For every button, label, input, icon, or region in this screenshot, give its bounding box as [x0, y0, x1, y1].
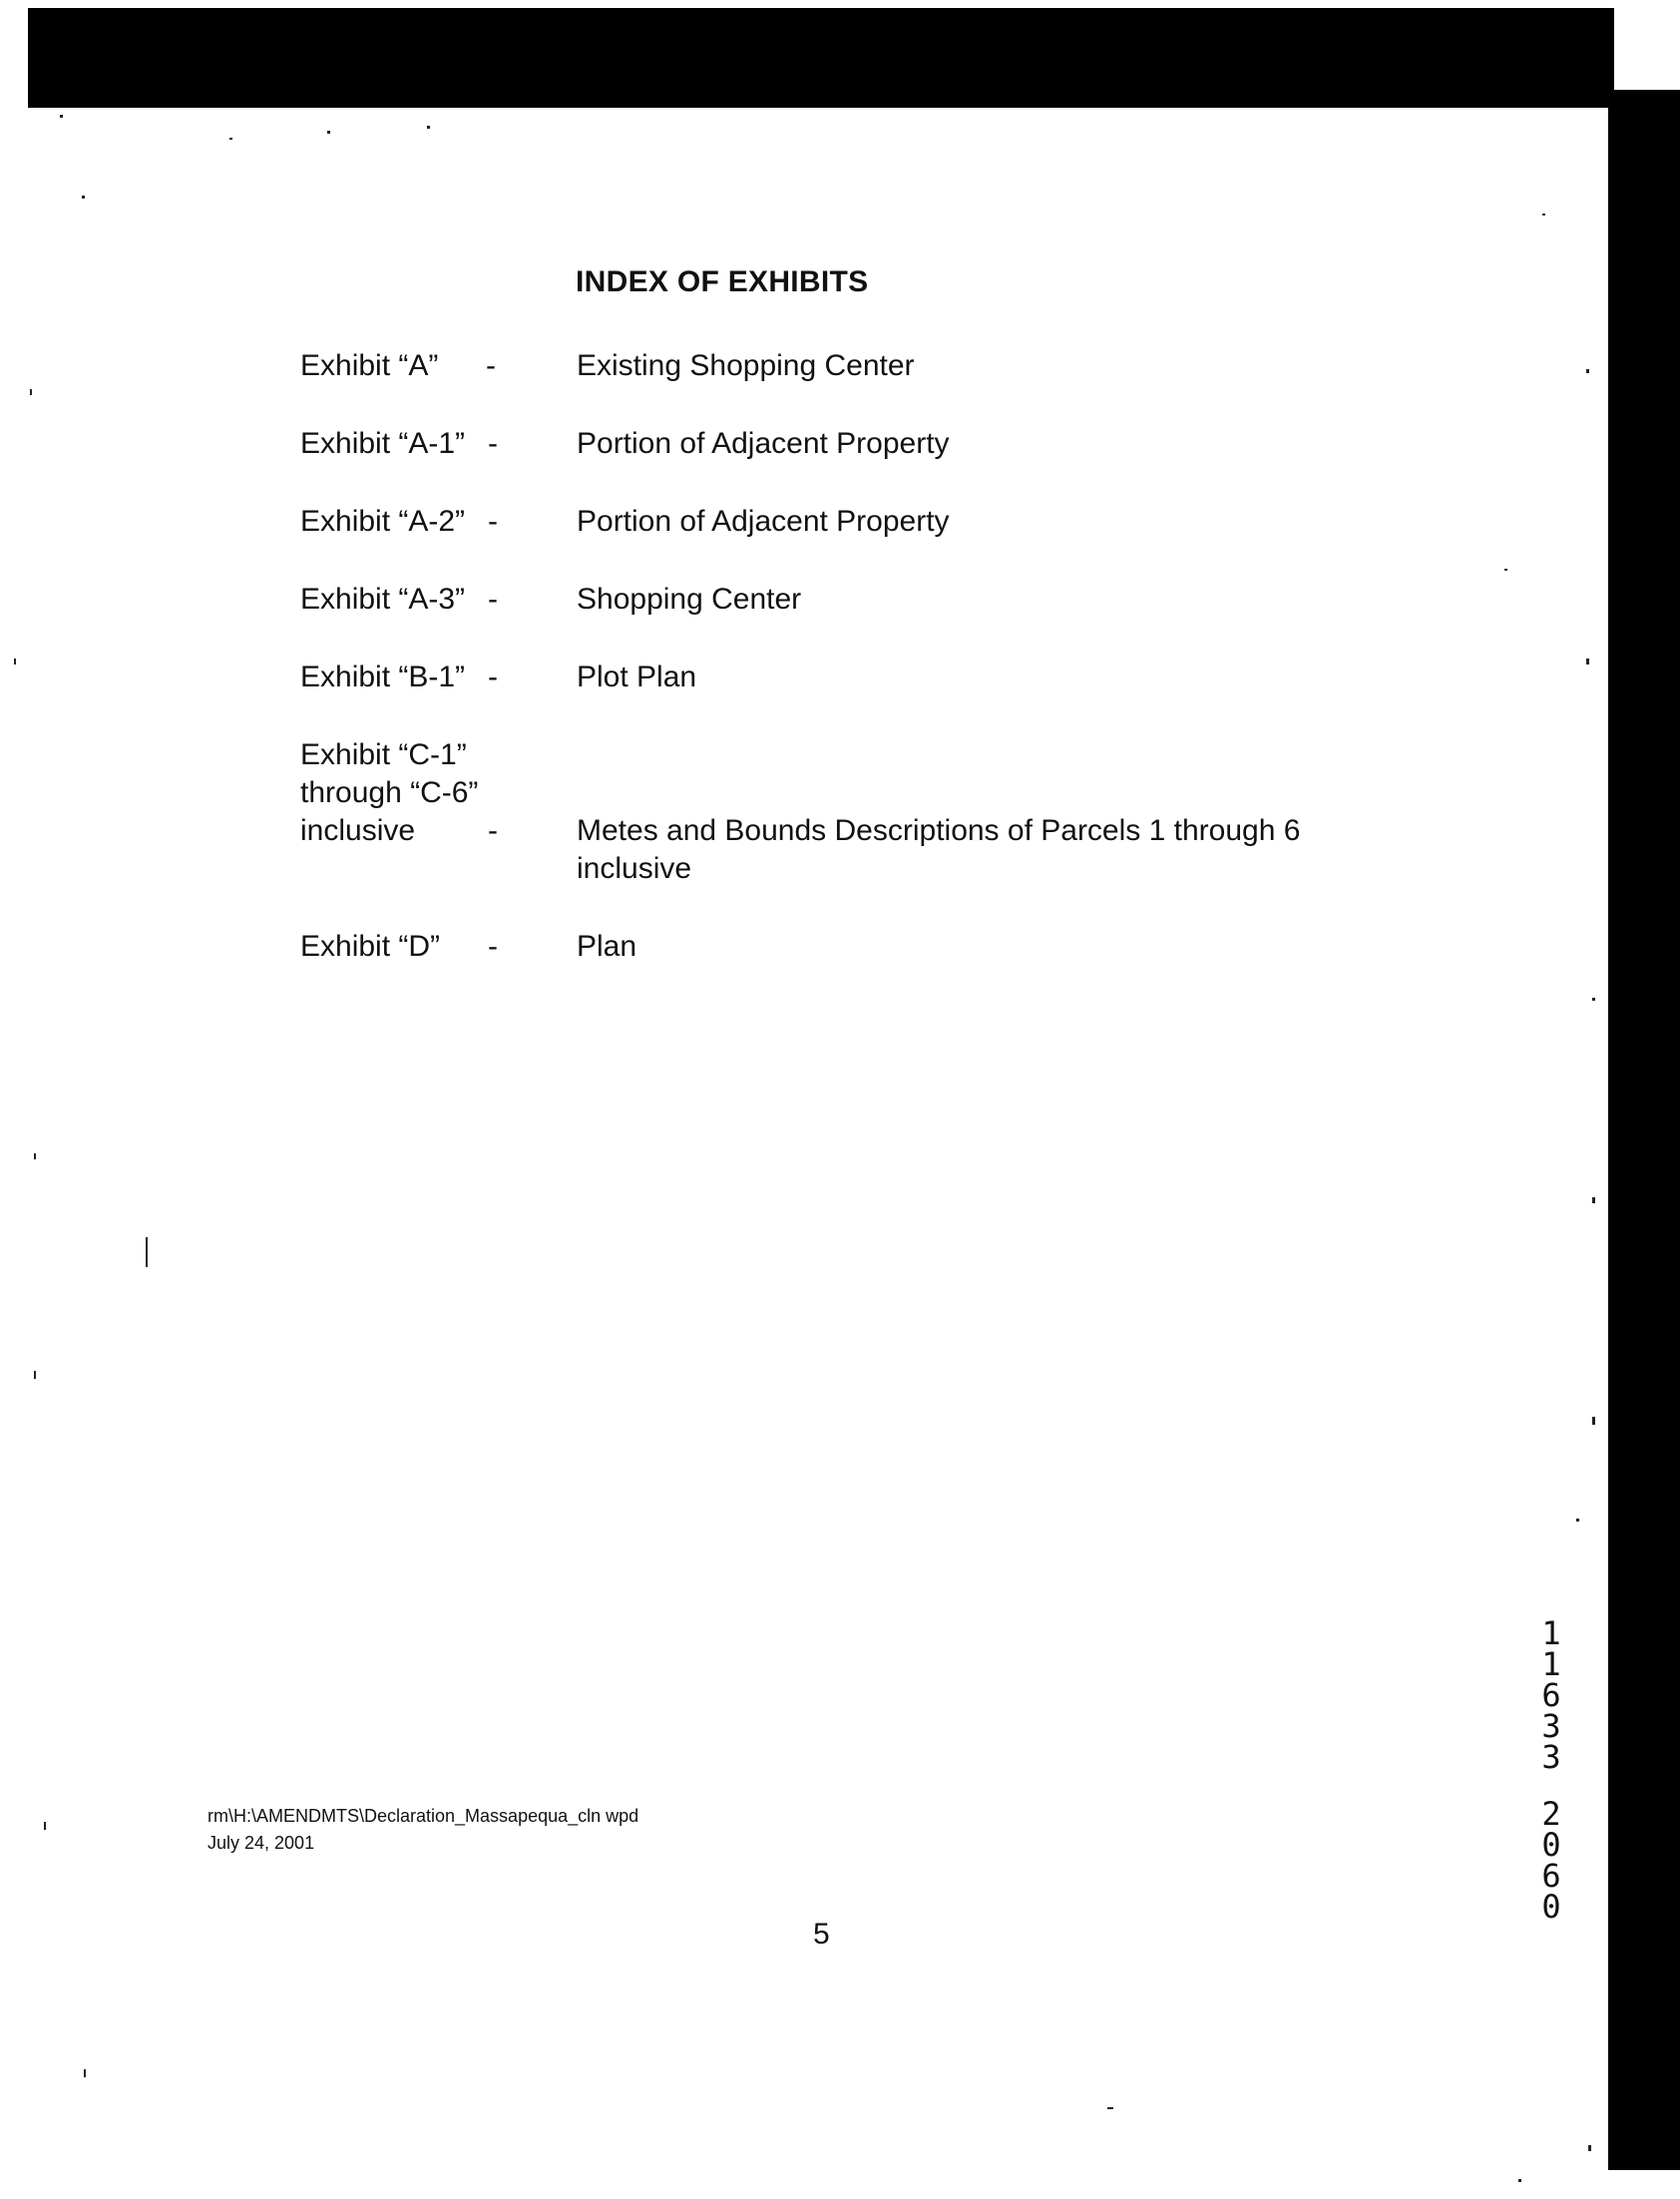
scan-speck [1107, 2107, 1113, 2109]
recording-stamp [1538, 1614, 1564, 1926]
exhibit-label: Exhibit “A-1” [300, 427, 466, 460]
stamp-digit: 6 [1541, 1857, 1561, 1895]
footer-file-path: rm\H:\AMENDMTS\Declaration_Massapequa_cln wpd [208, 1806, 639, 1826]
exhibit-description: Metes and Bounds Descriptions of Parcels 1 through 6 inclusive [577, 814, 1301, 885]
scan-speck [1592, 998, 1595, 1001]
scan-speck [84, 2069, 86, 2077]
scan-speck [34, 1371, 36, 1379]
scan-speck [1576, 1519, 1579, 1522]
stamp-digit: 6 [1541, 1676, 1561, 1714]
exhibit-description: Plan [577, 930, 637, 963]
scan-speck [1588, 2145, 1591, 2151]
exhibit-dash: - [488, 814, 498, 847]
scan-speck [44, 1822, 46, 1830]
scan-border-top [28, 8, 1614, 108]
exhibit-dash: - [488, 505, 498, 538]
exhibit-label: Exhibit “B-1” [300, 660, 466, 693]
exhibit-dash: - [488, 660, 498, 693]
exhibit-description: Existing Shopping Center [577, 349, 915, 382]
scan-speck [60, 115, 63, 118]
scan-speck [14, 659, 16, 664]
scan-speck [327, 131, 330, 134]
scan-speck [30, 389, 32, 395]
page-title: INDEX OF EXHIBITS [576, 265, 869, 298]
stamp-digit: 0 [1541, 1888, 1561, 1926]
exhibit-dash: - [488, 930, 498, 963]
stamp-digit: 2 [1541, 1795, 1561, 1833]
exhibit-description: Shopping Center [577, 583, 802, 616]
scan-speck [34, 1153, 36, 1159]
page-number: 5 [813, 1918, 830, 1951]
exhibit-label: Exhibit “D” [300, 930, 441, 963]
scan-speck [427, 126, 430, 129]
scan-border-right [1608, 90, 1680, 2170]
scan-speck [1592, 1417, 1595, 1425]
exhibit-description: Portion of Adjacent Property [577, 427, 950, 460]
exhibit-label: Exhibit “A” [300, 349, 439, 382]
exhibit-label: Exhibit “A-2” [300, 505, 466, 538]
stamp-digit: 1 [1541, 1614, 1561, 1652]
scan-speck [1586, 659, 1589, 664]
exhibit-description: Plot Plan [577, 660, 697, 693]
scan-speck [1542, 214, 1545, 216]
scan-speck [82, 196, 85, 199]
scan-speck [1518, 2179, 1521, 2182]
scan-speck [1586, 369, 1589, 373]
scan-speck [146, 1237, 148, 1267]
scan-speck [229, 138, 232, 140]
scan-speck [1504, 569, 1507, 571]
footer-date: July 24, 2001 [208, 1833, 315, 1853]
scan-speck [1592, 1197, 1595, 1203]
stamp-digit: 0 [1541, 1826, 1561, 1864]
exhibit-label: Exhibit “C-1” through “C-6” inclusive [300, 738, 479, 847]
stamp-digit: 3 [1541, 1738, 1561, 1776]
exhibit-dash: - [488, 427, 498, 460]
stamp-digit: 3 [1541, 1707, 1561, 1745]
scan-border-bottom-gap [1608, 2170, 1680, 2199]
exhibit-description: Portion of Adjacent Property [577, 505, 950, 538]
exhibit-dash: - [488, 583, 498, 616]
exhibit-label: Exhibit “A-3” [300, 583, 466, 616]
stamp-digit: 1 [1541, 1645, 1561, 1683]
exhibit-dash: - [486, 349, 496, 382]
